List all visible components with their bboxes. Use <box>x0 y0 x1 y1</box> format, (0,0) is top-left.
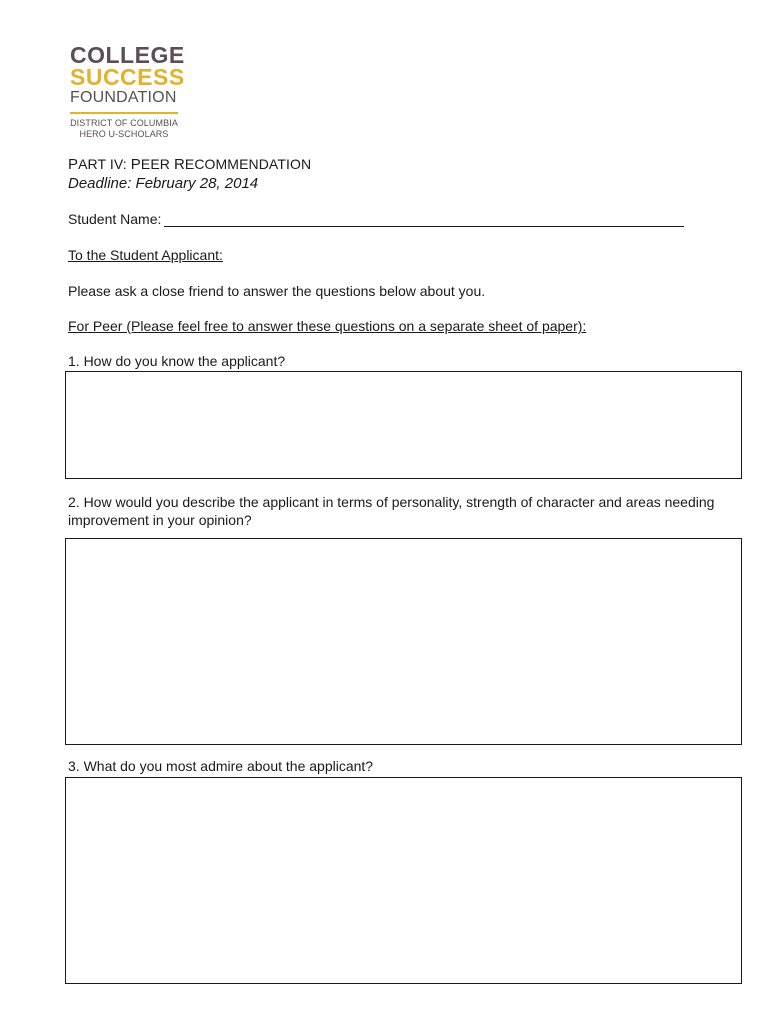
foundation-logo <box>70 44 190 140</box>
deadline: Deadline: February 28, 2014 <box>68 175 259 192</box>
answer-box-2[interactable] <box>65 538 742 745</box>
logo-subtitle-1: DISTRICT OF COLUMBIA <box>70 118 178 128</box>
logo-college: COLLEGE <box>70 42 185 68</box>
student-name-label: Student Name: <box>68 211 162 227</box>
logo-success: SUCCESS <box>70 64 185 90</box>
instruction-text: Please ask a close friend to answer the questions below about you. <box>68 283 486 299</box>
answer-box-3[interactable] <box>65 777 742 984</box>
for-peer-heading: For Peer (Please feel free to answer these questions on a separate sheet of paper): <box>68 318 587 334</box>
student-name-row <box>68 211 684 227</box>
student-name-field[interactable] <box>164 212 684 227</box>
question-1: 1. How do you know the applicant? <box>68 353 286 369</box>
answer-box-1[interactable] <box>65 371 742 479</box>
logo-divider <box>70 112 178 114</box>
to-student-heading: To the Student Applicant: <box>68 247 223 263</box>
question-2: 2. How would you describe the applicant in terms of personality, strength of character and areas needing improvement in your opinion? <box>68 494 715 528</box>
logo-subtitle-2: HERO U-SCHOLARS <box>79 129 169 139</box>
question-3: 3. What do you most admire about the applicant? <box>68 758 374 774</box>
logo-foundation: FOUNDATION <box>70 89 177 106</box>
part-title: PART IV: PEER RECOMMENDATION <box>68 156 312 173</box>
